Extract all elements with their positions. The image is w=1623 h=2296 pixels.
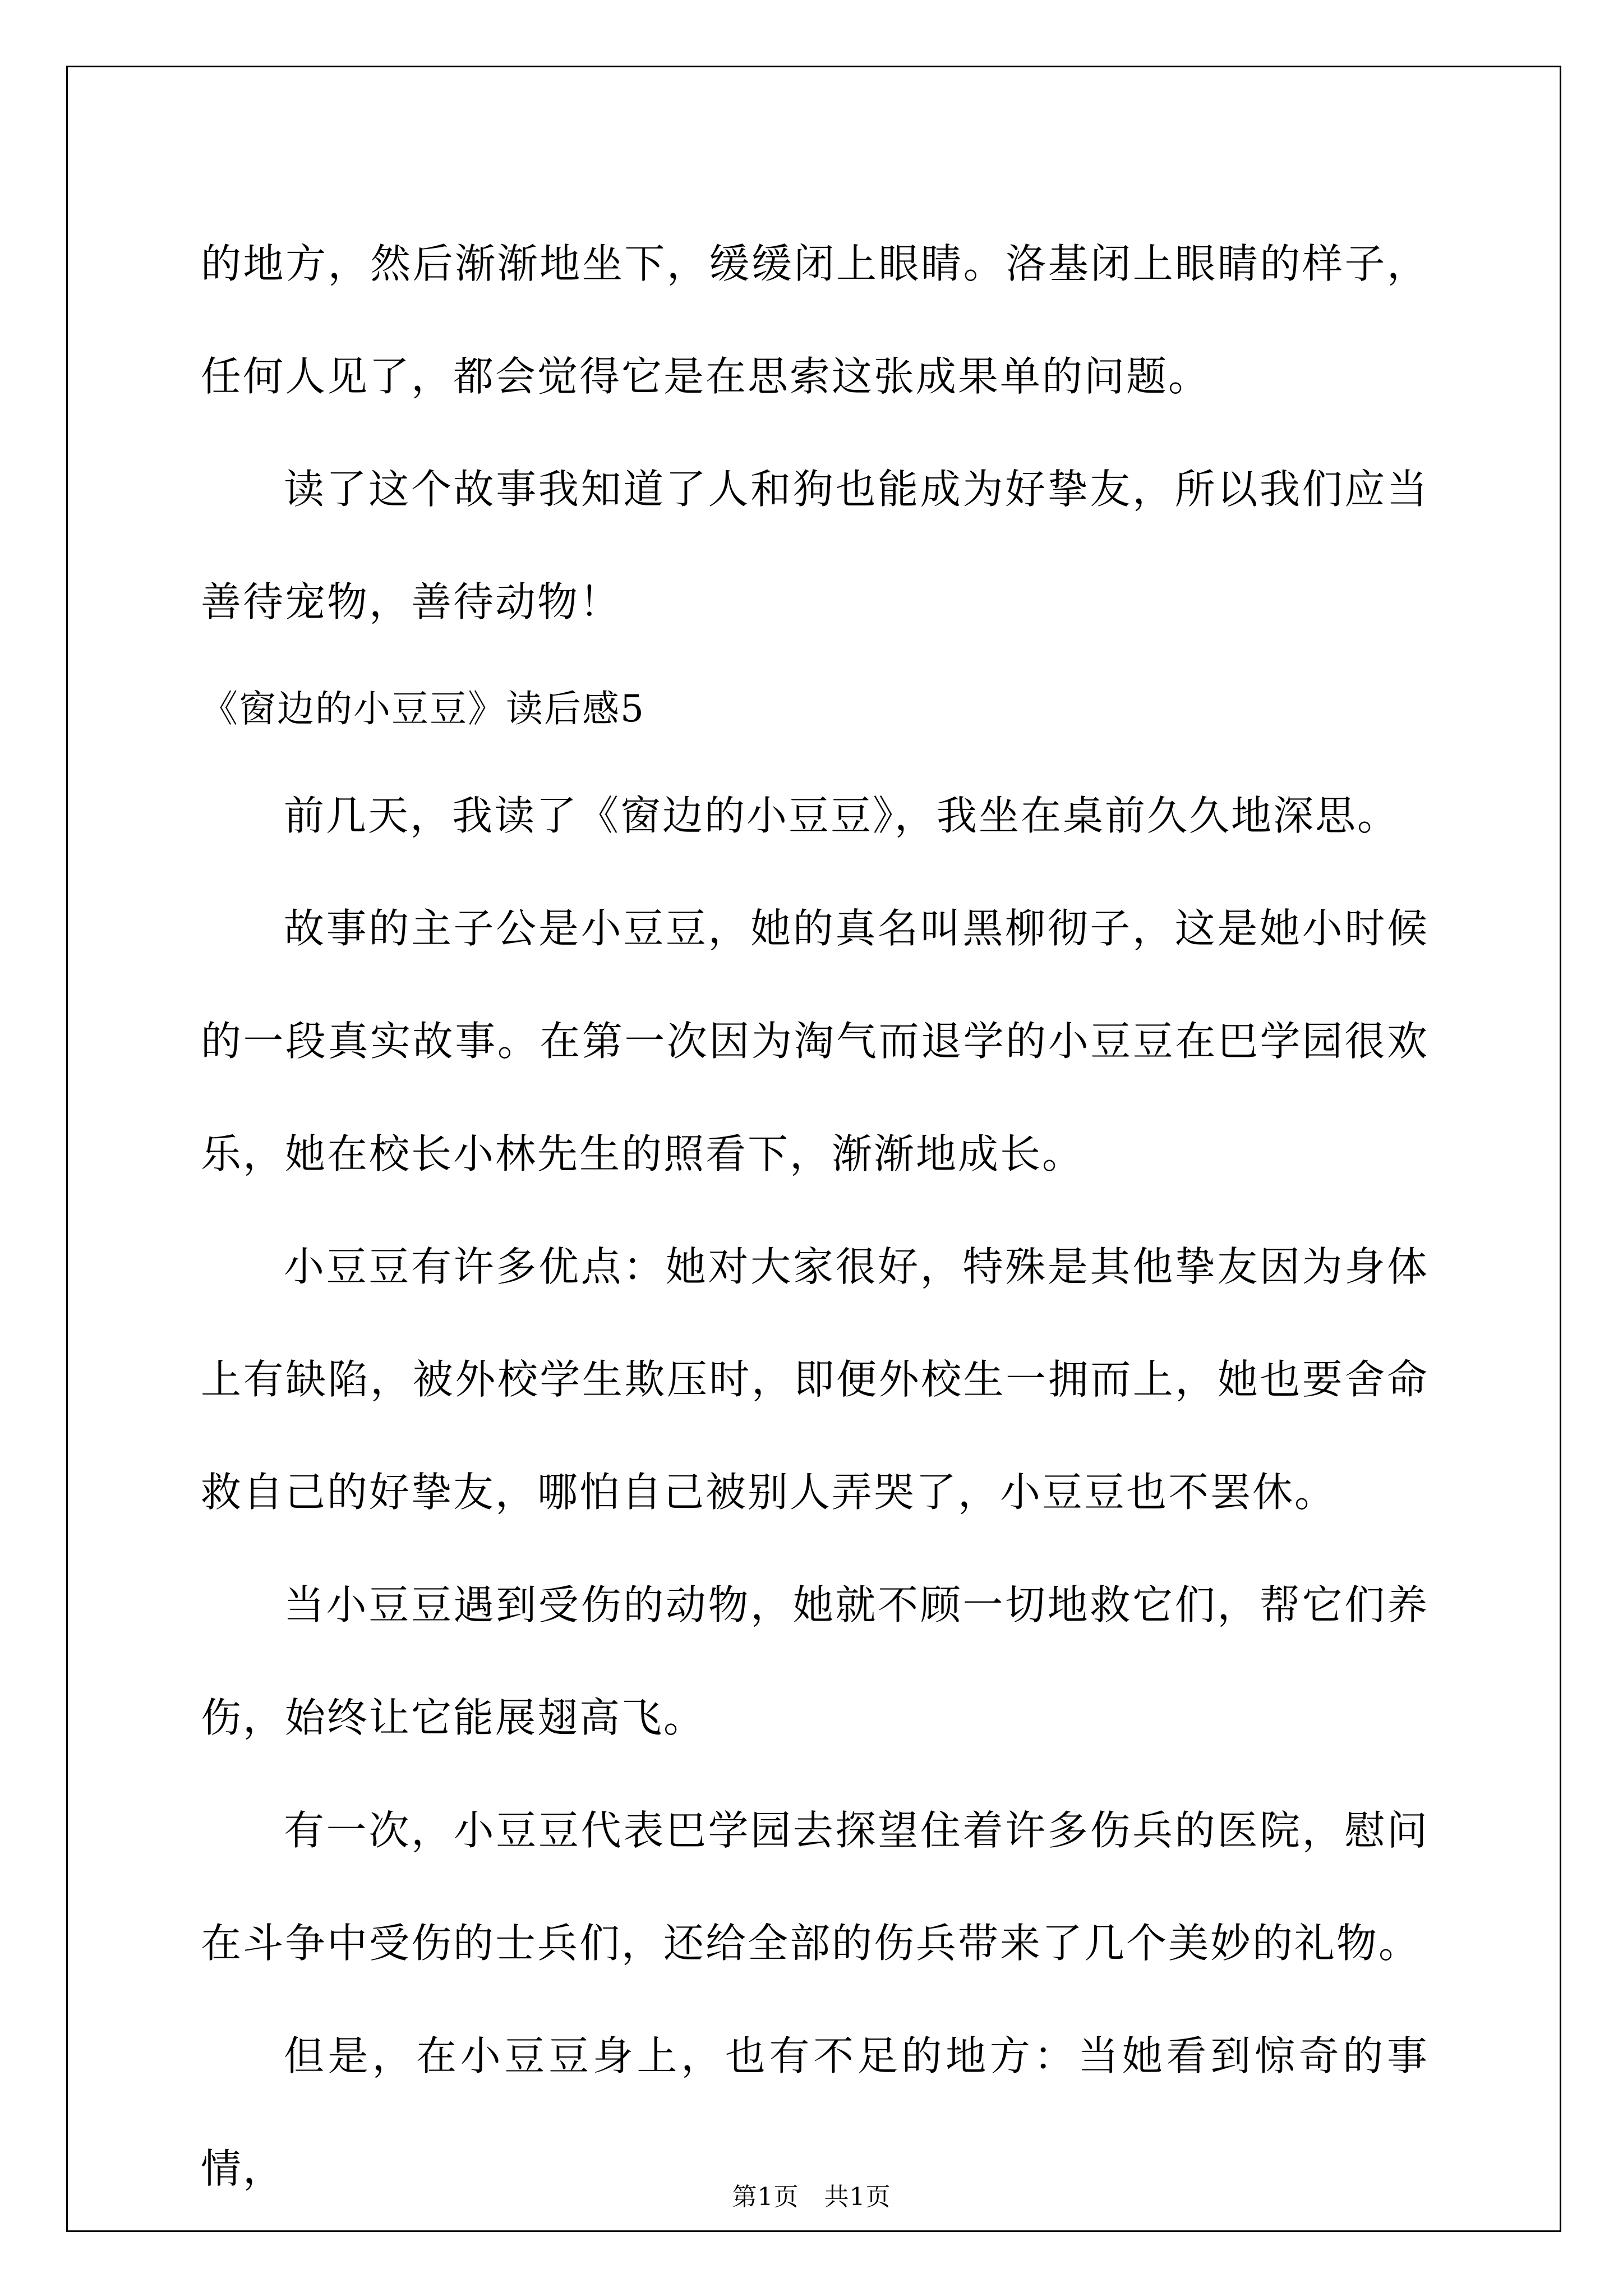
section-heading: 《窗边的小豆豆》读后感5	[201, 687, 645, 730]
paragraph-2: 读了这个故事我知道了人和狗也能成为好挚友，所以我们应当善待宠物，善待动物！	[201, 466, 1429, 625]
paragraph-6: 当小豆豆遇到受伤的动物，她就不顾一切地救它们，帮它们养伤，始终让它能展翅高飞。	[201, 1581, 1429, 1741]
paragraph-3: 前几天，我读了《窗边的小豆豆》，我坐在桌前久久地深思。	[284, 792, 1400, 839]
paragraph-7: 有一次，小豆豆代表巴学园去探望住着许多伤兵的医院，慰问在斗争中受伤的士兵们，还给全部的伤兵带来了几个美妙的礼物。	[201, 1807, 1429, 1967]
document-body	[201, 208, 1429, 2225]
paragraph-5: 小豆豆有许多优点：她对大家很好，特殊是其他挚友因为身体上有缺陷，被外校学生欺压时，即便外校生一拥而上，她也要舍命救自己的好挚友，哪怕自己被别人弄哭了，小豆豆也不罢休。	[201, 1243, 1429, 1516]
paragraph-4: 故事的主子公是小豆豆，她的真名叫黑柳彻子，这是她小时候的一段真实故事。在第一次因为淘气而退学的小豆豆在巴学园很欢乐，她在校长小林先生的照看下，渐渐地成长。	[201, 905, 1429, 1177]
paragraph-8: 但是，在小豆豆身上，也有不足的地方：当她看到惊奇的事情，	[201, 2032, 1429, 2192]
page-footer: 第1页 共1页	[732, 2183, 891, 2211]
paragraph-1: 的地方，然后渐渐地坐下，缓缓闭上眼睛。洛基闭上眼睛的样子，任何人见了，都会觉得它是在思索这张成果单的问题。	[201, 240, 1429, 400]
